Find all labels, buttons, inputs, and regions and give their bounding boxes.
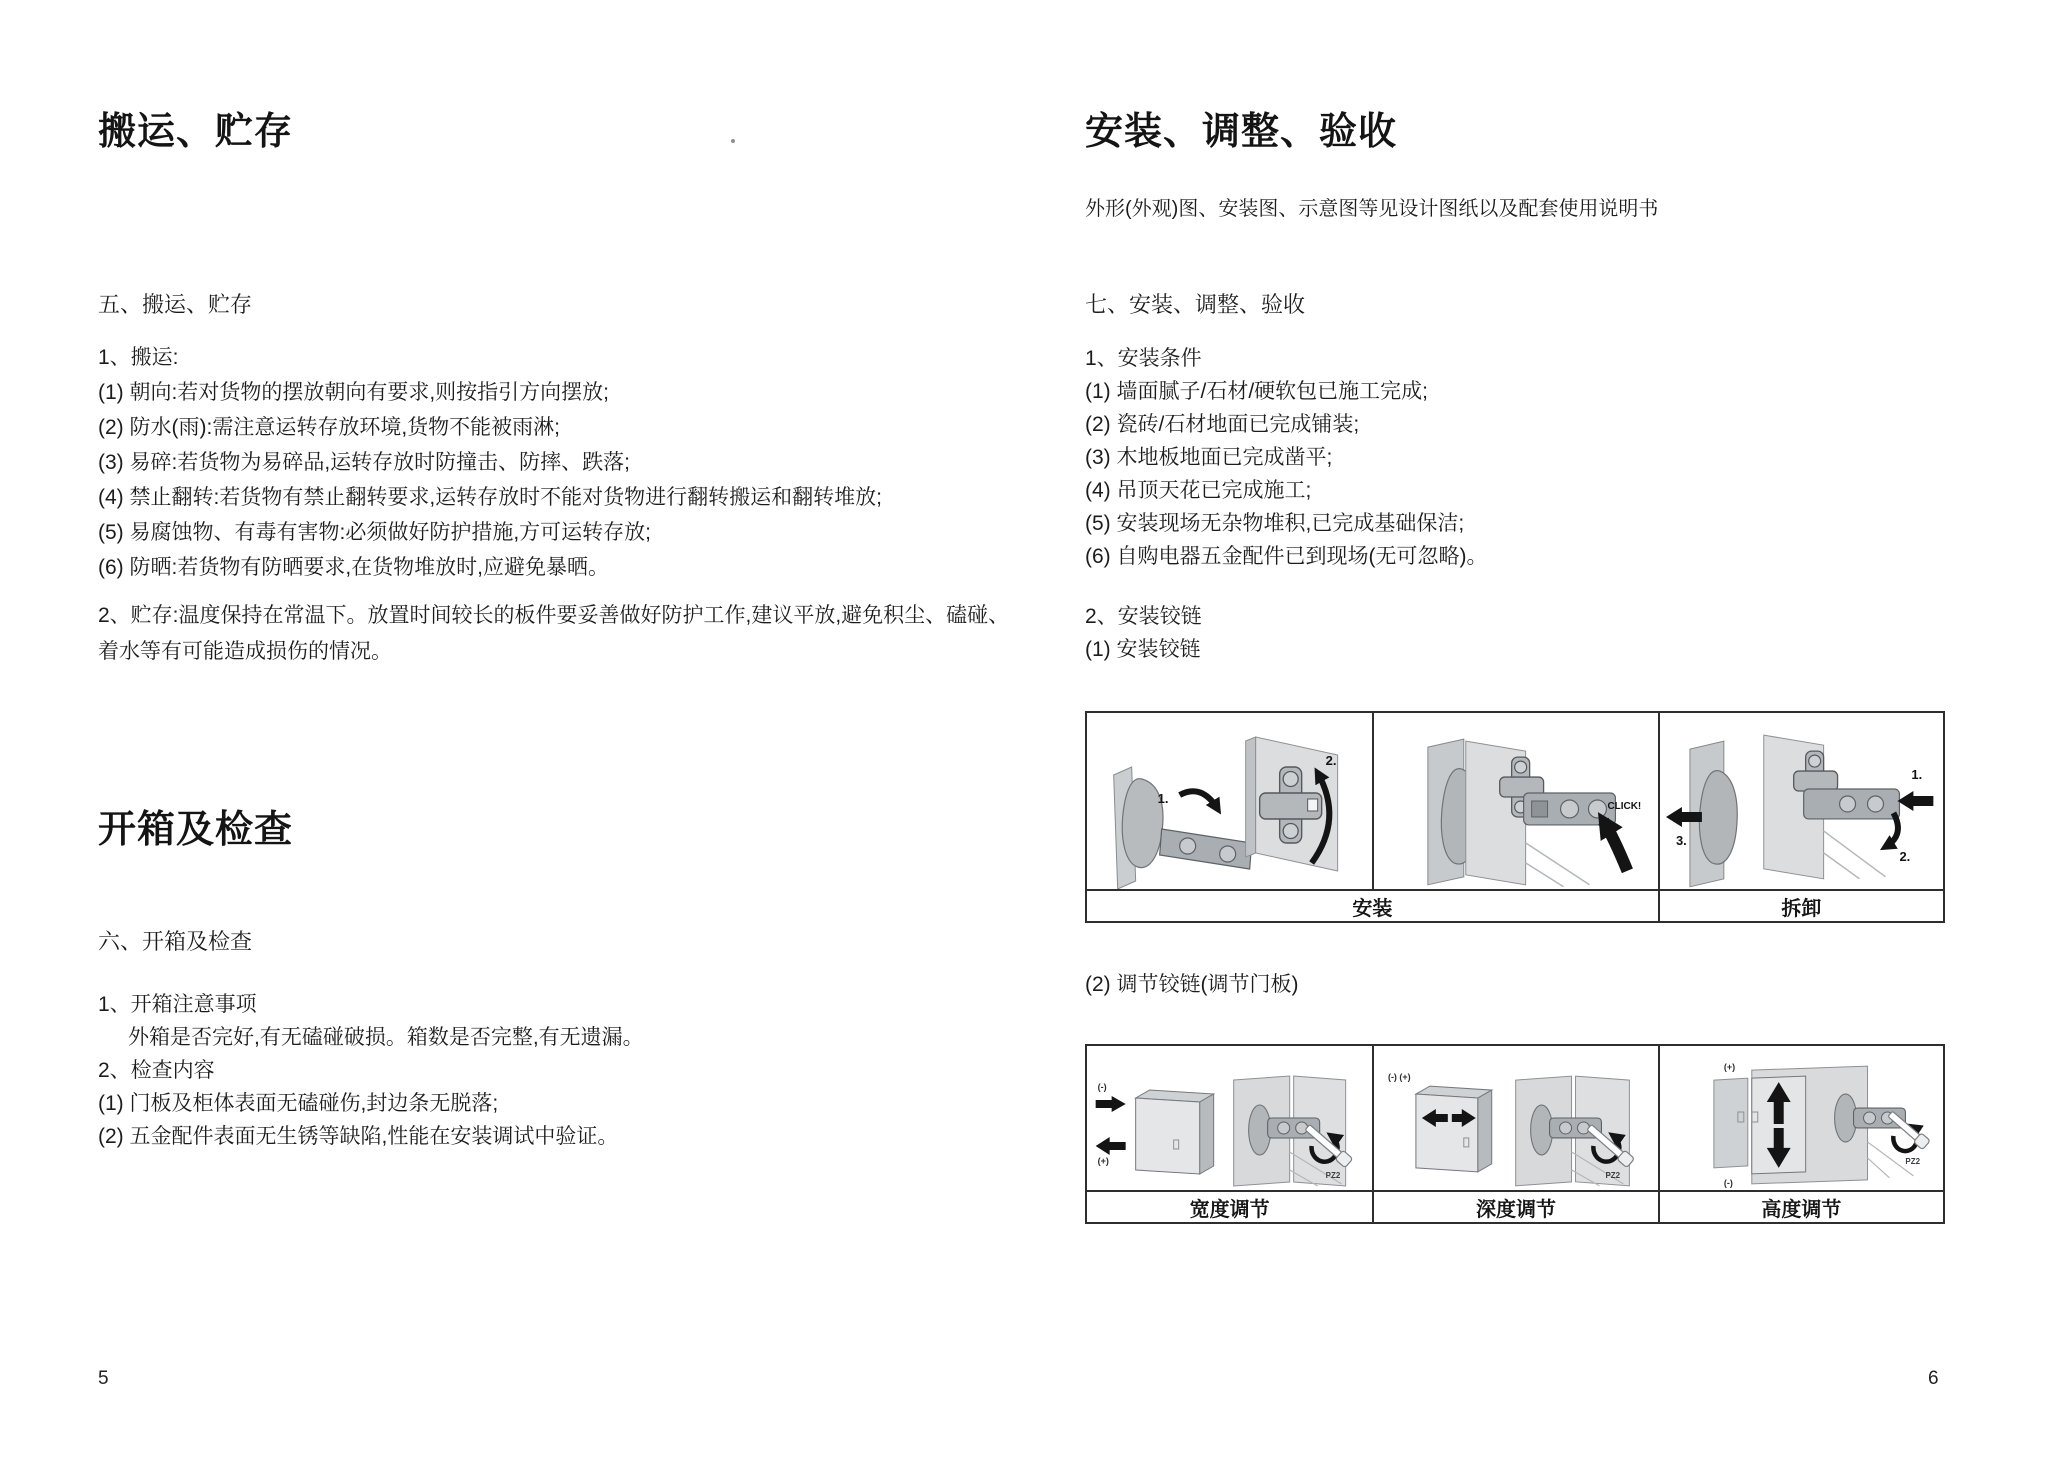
plus-label: (+) bbox=[1097, 1156, 1109, 1166]
right-block-arrow-icon bbox=[1096, 1096, 1126, 1112]
caption-width-adjust: 宽度调节 bbox=[1087, 1190, 1372, 1222]
hinge-install-block bbox=[1085, 600, 1202, 666]
storage-paragraph: 2、贮存:温度保持在常温下。放置时间较长的板件要妥善做好防护工作,建议平放,避免积尘、磕碰、着水等有可能造成损伤的情况。 bbox=[98, 604, 1010, 663]
section-heading-seven: 七、安装、调整、验收 bbox=[1085, 292, 1306, 317]
hinge-arm-icon bbox=[1524, 793, 1616, 825]
step2-label: 2. bbox=[1899, 848, 1910, 864]
install-subtitle: 外形(外观)图、安装图、示意图等见设计图纸以及配套使用说明书 bbox=[1085, 198, 1659, 220]
conditions-lead: 1、安装条件 bbox=[1085, 347, 1202, 370]
install-conditions-list bbox=[1085, 342, 1488, 573]
hinge-install-step1-drawing bbox=[1087, 713, 1372, 889]
hinge-install-item: (1) 安装铰链 bbox=[1085, 638, 1201, 661]
door-box bbox=[1136, 1090, 1214, 1174]
step2-label: 2. bbox=[1325, 753, 1337, 768]
hinge-detach-drawing bbox=[1660, 713, 1943, 889]
unboxing-check-title: 2、检查内容 bbox=[98, 1059, 215, 1082]
list-item: (5) 易腐蚀物、有毒有害物:必须做好防护措施,方可运转存放; bbox=[98, 521, 652, 544]
caption-install: 安装 bbox=[1087, 889, 1658, 921]
figure-panel-depth-adjust bbox=[1372, 1046, 1657, 1190]
list-item: (2) 防水(雨):需注意运转存放环境,货物不能被雨淋; bbox=[98, 416, 560, 439]
door-box bbox=[1416, 1086, 1492, 1172]
figure-panel-install-step2 bbox=[1372, 713, 1657, 889]
height-adjust-drawing bbox=[1660, 1046, 1943, 1190]
page-right bbox=[1024, 0, 2048, 1464]
step1-label: 1. bbox=[1911, 767, 1922, 783]
unboxing-note-body: 外箱是否完好,有无磕碰破损。箱数是否完整,有无遗漏。 bbox=[128, 1026, 644, 1049]
caption-depth-adjust: 深度调节 bbox=[1372, 1190, 1657, 1222]
door-panel bbox=[1114, 767, 1163, 889]
list-item: (6) 防晒:若货物有防晒要求,在货物堆放时,应避免暴晒。 bbox=[98, 556, 610, 579]
list-item: (4) 禁止翻转:若货物有禁止翻转要求,运转存放时不能对货物进行翻转搬运和翻转堆放; bbox=[98, 486, 883, 509]
list-item: (4) 吊顶天花已完成施工; bbox=[1085, 479, 1312, 502]
section-heading-five: 五、搬运、贮存 bbox=[98, 292, 253, 317]
minus-plus-label: (-) (+) bbox=[1388, 1072, 1411, 1083]
hinge-install-lead: 2、安装铰链 bbox=[1085, 605, 1202, 628]
page-title-unboxing: 开箱及检查 bbox=[98, 809, 294, 851]
figure-panel-detach bbox=[1658, 713, 1943, 889]
depth-adjust-drawing bbox=[1374, 1046, 1657, 1190]
minus-label: (-) bbox=[1723, 1177, 1733, 1188]
hinge-adjust-heading: (2) 调节铰链(调节门板) bbox=[1085, 973, 1299, 996]
list-item: (1) 墙面腻子/石材/硬软包已施工完成; bbox=[1085, 380, 1429, 403]
transport-lead: 1、搬运: bbox=[98, 346, 179, 369]
page-number-right: 6 bbox=[1928, 1368, 1939, 1389]
hinge-install-step2-drawing bbox=[1374, 713, 1657, 889]
caption-height-adjust: 高度调节 bbox=[1658, 1190, 1943, 1222]
width-adjust-drawing bbox=[1087, 1046, 1372, 1190]
list-item: (6) 自购电器五金配件已到现场(无可忽略)。 bbox=[1085, 545, 1488, 568]
hinge-arm-icon bbox=[1803, 789, 1899, 819]
section-heading-six: 六、开箱及检查 bbox=[98, 929, 253, 954]
page-title-transport-storage: 搬运、贮存 bbox=[98, 111, 294, 153]
list-item: (2) 五金配件表面无生锈等缺陷,性能在安装调试中验证。 bbox=[98, 1125, 619, 1148]
figure-panel-install-step1 bbox=[1087, 713, 1372, 889]
page-number-left: 5 bbox=[98, 1368, 109, 1389]
plus-label: (+) bbox=[1723, 1062, 1735, 1073]
side-panel bbox=[1714, 1078, 1748, 1168]
unboxing-note-title: 1、开箱注意事项 bbox=[98, 993, 257, 1016]
figure-panel-height-adjust bbox=[1658, 1046, 1943, 1190]
pz2-label: PZ2 bbox=[1905, 1156, 1920, 1166]
step1-curved-arrow-icon bbox=[1180, 791, 1218, 809]
pz2-label: PZ2 bbox=[1325, 1171, 1341, 1180]
step3-label: 3. bbox=[1675, 832, 1687, 848]
list-item: (3) 木地板地面已完成凿平; bbox=[1085, 446, 1333, 469]
click-label: CLICK! bbox=[1607, 800, 1642, 812]
list-item: (1) 门板及柜体表面无磕碰伤,封边条无脱落; bbox=[98, 1092, 499, 1115]
caption-detach: 拆卸 bbox=[1658, 889, 1943, 921]
click-swoosh-arrow-icon bbox=[1604, 821, 1628, 871]
minus-label: (-) bbox=[1097, 1082, 1107, 1092]
figure-panel-width-adjust bbox=[1087, 1046, 1372, 1190]
page-title-install: 安装、调整、验收 bbox=[1085, 111, 1398, 153]
list-item: (3) 易碎:若货物为易碎品,运转存放时防撞击、防摔、跌落; bbox=[98, 451, 631, 474]
unboxing-list bbox=[98, 988, 644, 1153]
figure-hinge-adjust bbox=[1085, 1044, 1945, 1224]
hinge-arm-icon bbox=[1160, 829, 1252, 869]
left-block-arrow-icon bbox=[1096, 1137, 1126, 1155]
list-item: (5) 安装现场无杂物堆积,已完成基础保洁; bbox=[1085, 512, 1465, 535]
pz2-label: PZ2 bbox=[1605, 1170, 1621, 1180]
step1-label: 1. bbox=[1157, 791, 1169, 806]
list-item: (1) 朝向:若对货物的摆放朝向有要求,则按指引方向摆放; bbox=[98, 381, 610, 404]
transport-list bbox=[98, 340, 882, 585]
step1-block-arrow-icon bbox=[1897, 791, 1933, 811]
list-item: (2) 瓷砖/石材地面已完成铺装; bbox=[1085, 413, 1360, 436]
figure-hinge-install bbox=[1085, 711, 1945, 923]
